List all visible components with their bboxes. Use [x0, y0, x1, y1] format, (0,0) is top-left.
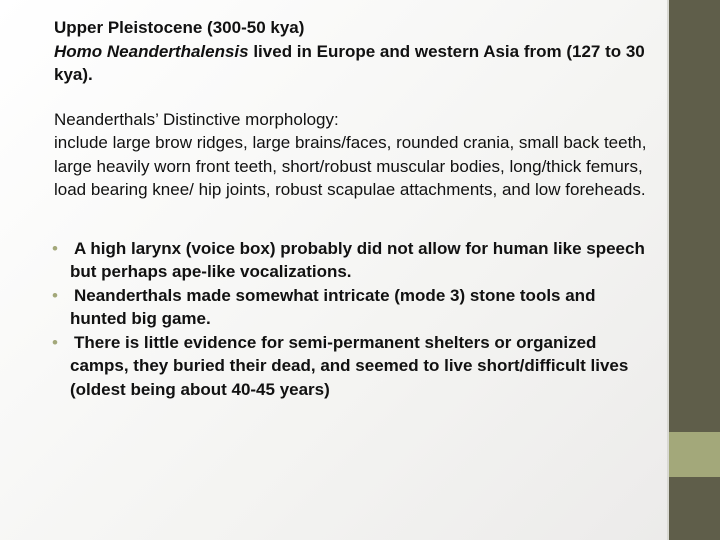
bullet-icon: • [52, 285, 58, 305]
list-item [54, 237, 654, 284]
bullet-text: A high larynx (voice box) probably did not allow for human like speech but perhaps ape-like vocalizations. [70, 238, 645, 281]
period-heading: Upper Pleistocene (300-50 kya) [54, 18, 305, 37]
list-item [54, 331, 654, 402]
spacer [54, 202, 654, 237]
species-name: Homo Neanderthalensis [54, 41, 249, 61]
species-sentence [54, 40, 654, 87]
morphology-title: Neanderthals’ Distinctive morphology: [54, 109, 339, 129]
species-range: lived in Europe and western Asia from (127 to 30 kya). [54, 41, 645, 84]
spacer [54, 87, 654, 108]
bullet-list [54, 237, 654, 402]
bullet-text: There is little evidence for semi-permanent shelters or organized camps, they buried their dead, and seemed to live short/difficult lives (oldest being about 40-45 years) [70, 332, 629, 399]
slide-content [54, 16, 654, 401]
sidebar-accent-block [669, 432, 720, 477]
list-item [54, 284, 654, 331]
bullet-icon: • [52, 238, 58, 258]
bullet-text: Neanderthals made somewhat intricate (mode 3) stone tools and hunted big game. [70, 285, 596, 328]
bullet-icon: • [52, 332, 58, 352]
morphology-body: include large brow ridges, large brains/faces, rounded crania, small back teeth, large heavily worn front teeth, short/robust muscular bodies, long/thick femurs, load bearing knee/ hip joints, robust scapulae attachments, and low foreheads. [54, 133, 647, 199]
